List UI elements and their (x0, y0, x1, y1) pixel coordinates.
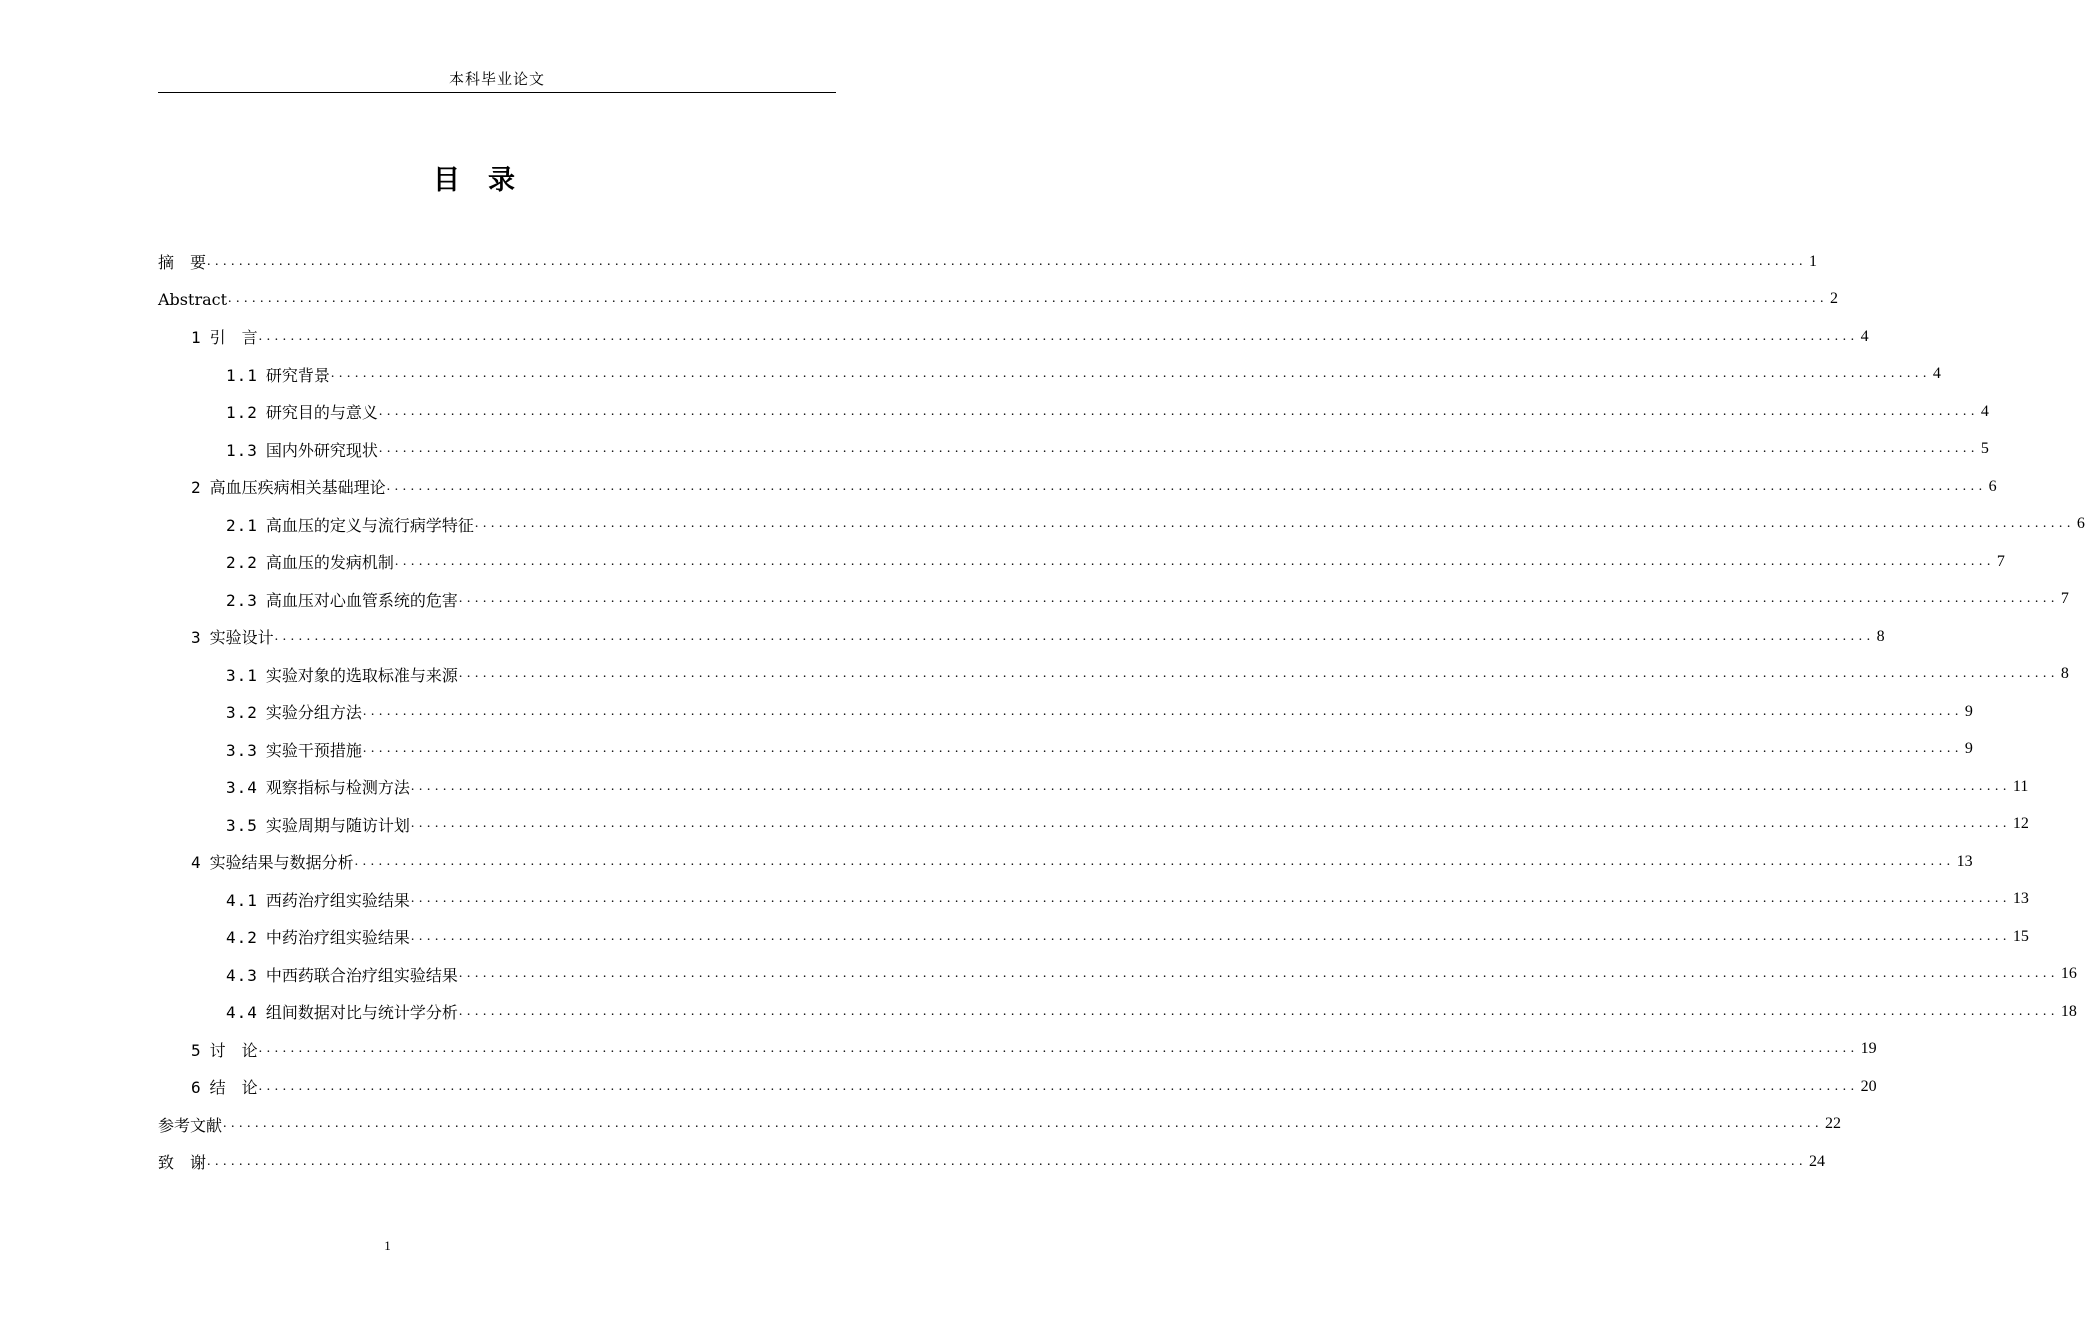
toc-entry-number: 3.5 (226, 815, 258, 835)
toc-leader-dots: ........................................................................................................................................................................................................ (410, 891, 2011, 906)
toc-leader-dots: ........................................................................................................................................................................................................ (410, 928, 2011, 944)
toc-entry[interactable] (226, 956, 2077, 993)
toc-entry[interactable] (191, 1031, 1877, 1068)
toc-entry[interactable] (226, 768, 2029, 805)
toc-leader-dots: ........................................................................................................................................................................................................ (458, 591, 2059, 606)
toc-entry-label (226, 1000, 459, 1023)
toc-entry-page: 13 (2012, 890, 2029, 907)
toc-entry-text: 西药治疗组实验结果 (265, 890, 410, 910)
toc-entry[interactable] (158, 281, 1839, 318)
toc-entry-text: 高血压的发病机制 (265, 553, 394, 572)
toc-entry-number: 4 (191, 853, 202, 872)
toc-entry-number: 2.3 (226, 590, 258, 610)
toc-leader-dots: ........................................................................................................................................................................................................ (458, 966, 2059, 981)
toc-entry-page: 15 (2012, 927, 2029, 945)
toc-leader-dots: ........................................................................................................................................................................................................ (378, 441, 1979, 456)
toc-leader-dots: ........................................................................................................................................................................................................ (458, 1003, 2059, 1019)
toc-entry-number: 3.3 (226, 740, 258, 760)
toc-entry-label (158, 250, 207, 273)
toc-entry-text: 研究背景 (265, 365, 330, 385)
toc-entry-number: 2.1 (226, 515, 258, 535)
toc-entry-label (158, 1113, 223, 1136)
toc-entry-page: 4 (1980, 402, 1989, 420)
toc-entry-page: 6 (2076, 515, 2085, 532)
toc-entry-text: 高血压的定义与流行病学特征 (265, 515, 474, 535)
toc-entry[interactable] (226, 806, 2029, 843)
toc-leader-dots: ........................................................................................................................................................................................................ (394, 553, 1995, 569)
toc-entry-text: 引 言 (209, 328, 258, 347)
toc-entry[interactable] (226, 731, 1973, 768)
toc-entry-number: 2.2 (226, 553, 258, 572)
toc-entry-text: 讨 论 (209, 1040, 258, 1060)
toc-leader-dots: ........................................................................................................................................................................................................ (258, 328, 1859, 344)
toc-entry-text: 中药治疗组实验结果 (265, 928, 410, 947)
page-header: 本科毕业论文 (158, 68, 836, 93)
toc-entry[interactable] (226, 431, 1989, 468)
toc-entry-number: 1.3 (226, 440, 258, 460)
toc-entry-page: 20 (1860, 1077, 1877, 1095)
toc-title-part1: 目 (433, 165, 462, 196)
toc-entry-text: 观察指标与检测方法 (265, 778, 410, 797)
toc-entry-text: 实验设计 (209, 628, 274, 647)
toc-leader-dots: ........................................................................................................................................................................................................ (410, 816, 2011, 831)
toc-entry-number: 3 (191, 628, 202, 647)
toc-entry-page: 11 (2012, 777, 2029, 795)
toc-entry-label (191, 1075, 259, 1098)
toc-entry-number: 1.1 (226, 365, 258, 385)
toc-entry-page: 8 (1876, 627, 1885, 645)
toc-entry-page: 9 (1964, 740, 1973, 757)
toc-leader-dots: ........................................................................................................................................................................................................ (474, 516, 2075, 531)
toc-entry-label (226, 925, 411, 948)
toc-entry-text: 结 论 (209, 1078, 258, 1097)
toc-entry-page: 2 (1830, 290, 1839, 307)
toc-entry-page: 24 (1809, 1152, 1826, 1170)
toc-entry[interactable] (191, 618, 1885, 655)
toc-entry-number: 3.4 (226, 778, 258, 797)
toc-leader-dots: ........................................................................................................................................................................................................ (362, 741, 1963, 756)
toc-leader-dots: ........................................................................................................................................................................................................ (386, 478, 1987, 494)
toc-entry[interactable] (226, 581, 2069, 618)
toc-entry-label (226, 775, 411, 798)
toc-entry[interactable] (191, 1068, 1877, 1105)
toc-entry-page: 4 (1932, 365, 1941, 382)
toc-entry-label (226, 700, 363, 723)
toc-entry[interactable] (158, 1106, 1842, 1143)
toc-entry[interactable] (226, 881, 2029, 918)
toc-leader-dots: ........................................................................................................................................................................................................ (207, 1153, 1808, 1169)
toc-leader-dots: ........................................................................................................................................................................................................ (258, 1078, 1859, 1094)
toc-entry[interactable] (226, 393, 1989, 430)
toc-entry-text: 研究目的与意义 (265, 403, 378, 422)
toc-entry[interactable] (226, 993, 2077, 1030)
toc-entry[interactable] (226, 918, 2029, 955)
toc-entry-label (191, 475, 387, 498)
toc-entry-number: 3.2 (226, 703, 258, 722)
toc-entry-label (226, 963, 459, 986)
toc-entry-label (158, 1150, 207, 1173)
toc-leader-dots: ........................................................................................................................................................................................................ (354, 853, 1955, 869)
toc-title-part2: 录 (488, 165, 517, 196)
toc-entry-text: 组间数据对比与统计学分析 (265, 1003, 458, 1022)
toc-entry[interactable] (158, 243, 1818, 280)
toc-entry-number: 4.3 (226, 965, 258, 985)
toc-entry-page: 8 (2060, 665, 2069, 682)
toc-entry-label (226, 888, 411, 911)
toc-entry-number: 1.2 (226, 403, 258, 422)
toc-entry-text: 实验周期与随访计划 (265, 815, 410, 835)
toc-leader-dots: ........................................................................................................................................................................................................ (223, 1116, 1824, 1131)
toc-entry-text: 实验干预措施 (265, 740, 362, 760)
toc-leader-dots: ........................................................................................................................................................................................................ (458, 666, 2059, 681)
toc-entry-text: 参考文献 (158, 1115, 223, 1135)
toc-entry[interactable] (226, 543, 2005, 580)
toc-leader-dots: ........................................................................................................................................................................................................ (362, 703, 1963, 719)
toc-entry-number: 4.2 (226, 928, 258, 947)
toc-entry-text: 国内外研究现状 (265, 440, 378, 460)
toc-entry-page: 5 (1980, 440, 1989, 457)
toc-entry-text: 实验结果与数据分析 (209, 853, 354, 872)
toc-entry-number: 6 (191, 1078, 202, 1097)
toc-entry-number: 4.4 (226, 1003, 258, 1022)
toc-entry-label (226, 400, 379, 423)
toc-title (0, 158, 950, 197)
toc-entry-text: Abstract (158, 289, 228, 309)
toc-entry-page: 19 (1860, 1040, 1877, 1057)
toc-entry-label (226, 550, 395, 573)
toc-entry[interactable] (226, 656, 2069, 693)
toc-leader-dots: ........................................................................................................................................................................................................ (228, 291, 1829, 306)
toc-entry-label (226, 588, 459, 611)
toc-entry-label (226, 663, 459, 686)
toc-leader-dots: ........................................................................................................................................................................................................ (258, 1041, 1859, 1056)
toc-entry-text: 中西药联合治疗组实验结果 (265, 965, 458, 985)
toc-entry-number: 4.1 (226, 890, 258, 910)
toc-entry-text: 摘 要 (158, 253, 207, 272)
toc-entry[interactable] (226, 506, 2085, 543)
toc-entry-text: 致 谢 (158, 1153, 207, 1172)
toc-entry-label (226, 363, 331, 386)
toc-entry-label (226, 438, 379, 461)
footer-page-number: 1 (384, 1238, 391, 1253)
toc-entry-page: 18 (2060, 1002, 2077, 1020)
toc-entry-page: 12 (2012, 815, 2029, 832)
toc-entry-label (226, 513, 475, 536)
toc-entry[interactable] (158, 1143, 1826, 1180)
toc-leader-dots: ........................................................................................................................................................................................................ (378, 403, 1979, 419)
toc-entry-page: 22 (1825, 1115, 1842, 1132)
toc-entry[interactable] (191, 468, 1997, 505)
toc-leader-dots: ........................................................................................................................................................................................................ (330, 366, 1931, 381)
toc-entry-page: 6 (1988, 477, 1997, 495)
toc-leader-dots: ........................................................................................................................................................................................................ (274, 628, 1875, 644)
toc-entry-number: 2 (191, 478, 202, 497)
toc-entry-text: 实验分组方法 (265, 703, 362, 722)
toc-entry[interactable] (191, 843, 1973, 880)
toc-entry-label (158, 290, 228, 309)
toc-entry[interactable] (226, 693, 1973, 730)
toc-entry-page: 4 (1860, 327, 1869, 345)
toc-entry-number: 3.1 (226, 665, 258, 685)
toc-leader-dots: ........................................................................................................................................................................................................ (410, 778, 2011, 794)
toc-entry[interactable] (226, 356, 1941, 393)
toc-entry-page: 1 (1809, 252, 1818, 270)
toc-entry-page: 9 (1964, 702, 1973, 720)
toc-entry-page: 7 (2060, 590, 2069, 607)
toc-entry-text: 高血压疾病相关基础理论 (209, 478, 386, 497)
toc-entry-label (191, 625, 275, 648)
toc-entry[interactable] (191, 318, 1869, 355)
toc-entry-label (226, 813, 411, 836)
toc-entry-label (191, 325, 259, 348)
toc-entry-number: 5 (191, 1040, 202, 1060)
toc-entry-label (226, 738, 363, 761)
toc-entry-text: 高血压对心血管系统的危害 (265, 590, 458, 610)
toc-entry-label (191, 1038, 259, 1061)
toc-entry-number: 1 (191, 328, 202, 347)
toc-entry-page: 16 (2060, 965, 2077, 982)
toc-entry-page: 13 (1956, 852, 1973, 870)
toc-entry-label (191, 850, 355, 873)
toc-entry-page: 7 (1996, 552, 2005, 570)
toc-leader-dots: ........................................................................................................................................................................................................ (207, 253, 1808, 269)
toc-entry-text: 实验对象的选取标准与来源 (265, 665, 458, 685)
